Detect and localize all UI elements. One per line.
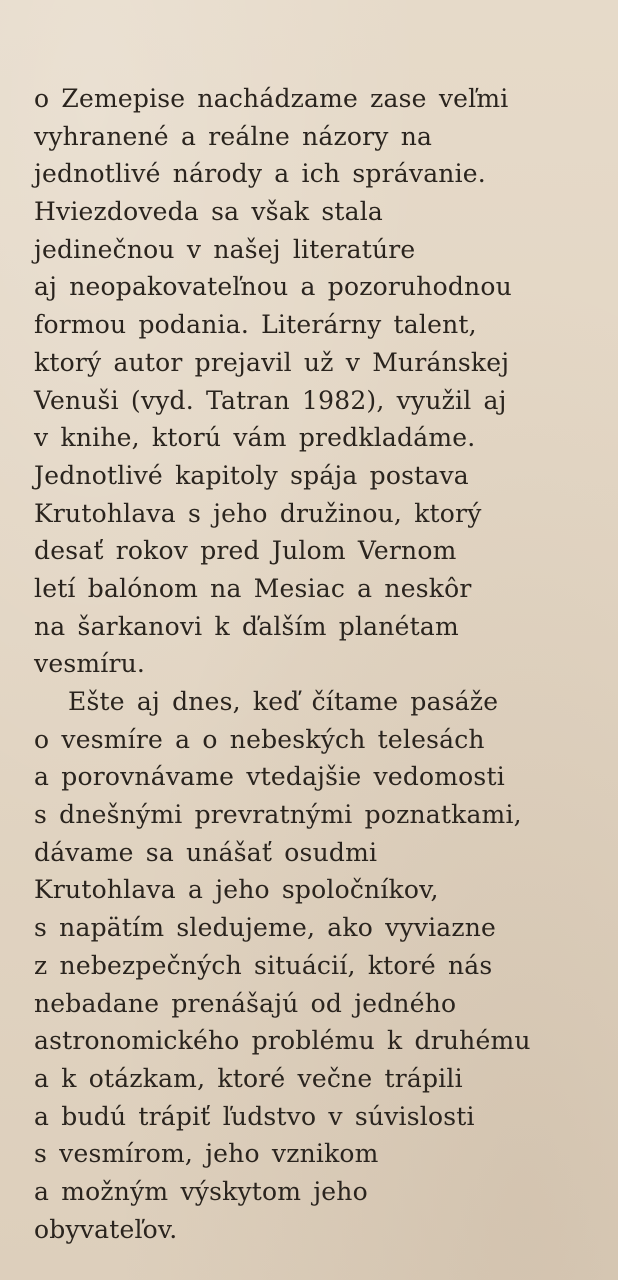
text-line: s vesmírom, jeho vznikom xyxy=(34,1139,379,1169)
text-line: obyvateľov. xyxy=(34,1214,178,1244)
text-line: v knihe, ktorú vám predkladáme. xyxy=(34,423,476,453)
text-line: Krutohlava a jeho spoločníkov, xyxy=(34,875,439,905)
paragraph-2 xyxy=(34,683,594,1248)
text-line: letí balónom na Mesiac a neskôr xyxy=(34,573,472,603)
text-line: a k otázkam, ktoré večne trápili xyxy=(34,1063,463,1093)
text-line: Ešte aj dnes, keď čítame pasáže xyxy=(68,687,499,716)
text-line: desať rokov pred Julom Vernom xyxy=(34,536,457,566)
text-line: dávame sa unášať osudmi xyxy=(34,837,378,867)
text-line: ktorý autor prejavil už v Muránskej xyxy=(34,347,510,377)
text-line: a porovnávame vtedajšie vedomosti xyxy=(34,762,505,792)
text-block xyxy=(34,80,594,1248)
text-line: a budú trápiť ľudstvo v súvislosti xyxy=(34,1101,475,1131)
text-line: Venuši (vyd. Tatran 1982), využil aj xyxy=(34,385,507,415)
text-line: jednotlivé národy a ich správanie. xyxy=(34,159,486,189)
text-line: formou podania. Literárny talent, xyxy=(34,310,477,340)
text-line: Hviezdoveda sa však stala xyxy=(34,197,384,227)
text-line: na šarkanovi k ďalším planétam xyxy=(34,611,459,641)
text-line: vyhranené a reálne názory na xyxy=(34,121,433,151)
text-line: o Zemepise nachádzame zase veľmi xyxy=(34,84,509,113)
text-line: astronomického problému k druhému xyxy=(34,1026,531,1056)
text-line: z nebezpečných situácií, ktoré nás xyxy=(34,950,493,980)
text-line: a možným výskytom jeho xyxy=(34,1176,368,1206)
text-line: s napätím sledujeme, ako vyviazne xyxy=(34,913,497,943)
text-line: Krutohlava s jeho družinou, ktorý xyxy=(34,498,482,528)
paragraph-1 xyxy=(34,80,594,683)
text-line: vesmíru. xyxy=(34,649,146,679)
text-line: o vesmíre a o nebeských telesách xyxy=(34,724,485,754)
text-line: nebadane prenášajú od jedného xyxy=(34,988,457,1018)
text-line: s dnešnými prevratnými poznatkami, xyxy=(34,800,522,830)
text-line: jedinečnou v našej literatúre xyxy=(34,234,416,264)
text-line: Jednotlivé kapitoly spája postava xyxy=(34,460,469,490)
text-line: aj neopakovateľnou a pozoruhodnou xyxy=(34,272,512,302)
